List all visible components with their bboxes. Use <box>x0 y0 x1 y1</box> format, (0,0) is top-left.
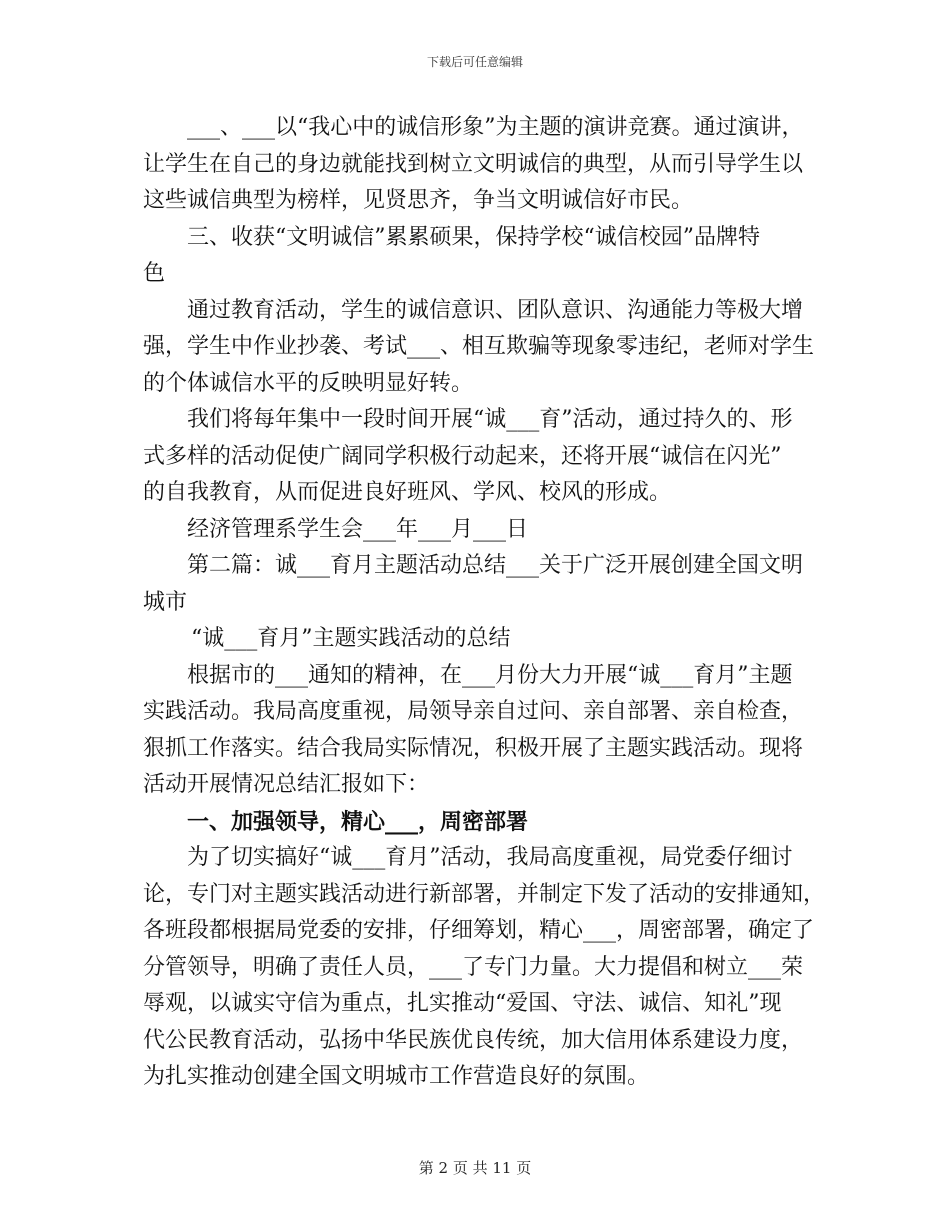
text-line: 这些诚信典型为榜样，见贤思齐，争当文明诚信好市民。 <box>143 188 694 213</box>
text-line: 活动开展情况总结汇报如下： <box>143 772 430 797</box>
page-footer: 第 2 页 共 11 页 <box>418 1159 532 1177</box>
text-line: 辱观，以诚实守信为重点，扎实推动“爱国、守法、诚信、知礼”现 <box>143 991 782 1016</box>
text-line: 为了切实搞好“诚___育月”活动，我局高度重视，局党委仔细讨 <box>187 845 793 870</box>
signature-line: 经济管理系学生会___年___月___日 <box>187 516 529 542</box>
chapter-title-cont: 城市 <box>143 589 188 615</box>
subtitle: “诚___育月”主题实践活动的总结 <box>191 626 511 651</box>
text-line: 让学生在自己的身边就能找到树立文明诚信的典型，从而引导学生以 <box>143 151 804 177</box>
text-line: 为扎实推动创建全国文明城市工作营造良好的氛围。 <box>143 1064 650 1089</box>
text-line: 我们将每年集中一段时间开展“诚___育”活动，通过持久的、形 <box>187 407 793 432</box>
chapter-title: 第二篇：诚___育月主题活动总结___关于广泛开展创建全国文明 <box>187 553 804 578</box>
section-heading: 三、收获“文明诚信”累累硕果，保持学校“诚信校园”品牌特 <box>187 224 760 250</box>
text-line: 根据市的___通知的精神，在___月份大力开展“诚___育月”主题 <box>187 662 793 688</box>
text-line: 强，学生中作业抄袭、考试___、相互欺骗等现象零违纪，老师对学生 <box>143 334 815 359</box>
text-line: 分管领导，明确了责任人员，___了专门力量。大力提倡和树立___荣 <box>143 954 804 980</box>
text-line: ___、___以“我心中的诚信形象”为主题的演讲竞赛。通过演讲， <box>187 115 804 140</box>
text-line: 狠抓工作落实。结合我局实际情况，积极开展了主题实践活动。现将 <box>143 735 804 761</box>
bold-section-heading: 一、加强领导，精心___，周密部署 <box>187 808 529 835</box>
text-line: 论，专门对主题实践活动进行新部署，并制定下发了活动的安排通知， <box>143 881 826 907</box>
page-header: 下载后可任意编辑 <box>426 55 523 69</box>
section-heading-cont: 色 <box>143 261 166 286</box>
text-line: 代公民教育活动，弘扬中华民族优良传统，加大信用体系建设力度， <box>143 1027 804 1053</box>
text-line: 的个体诚信水平的反映明显好转。 <box>143 370 474 396</box>
text-line: 式多样的活动促使广阔同学积极行动起来，还将开展“诚信在闪光” <box>143 443 782 469</box>
text-line: 各班段都根据局党委的安排，仔细筹划，精心___，周密部署，确定了 <box>143 918 815 943</box>
text-line: 的自我教育，从而促进良好班风、学风、校风的形成。 <box>143 480 672 505</box>
text-line: 实践活动。我局高度重视，局领导亲自过问、亲自部署、亲自检查， <box>143 699 804 724</box>
text-line: 通过教育活动，学生的诚信意识、团队意识、沟通能力等极大增 <box>187 297 804 323</box>
document-body <box>143 110 826 1096</box>
